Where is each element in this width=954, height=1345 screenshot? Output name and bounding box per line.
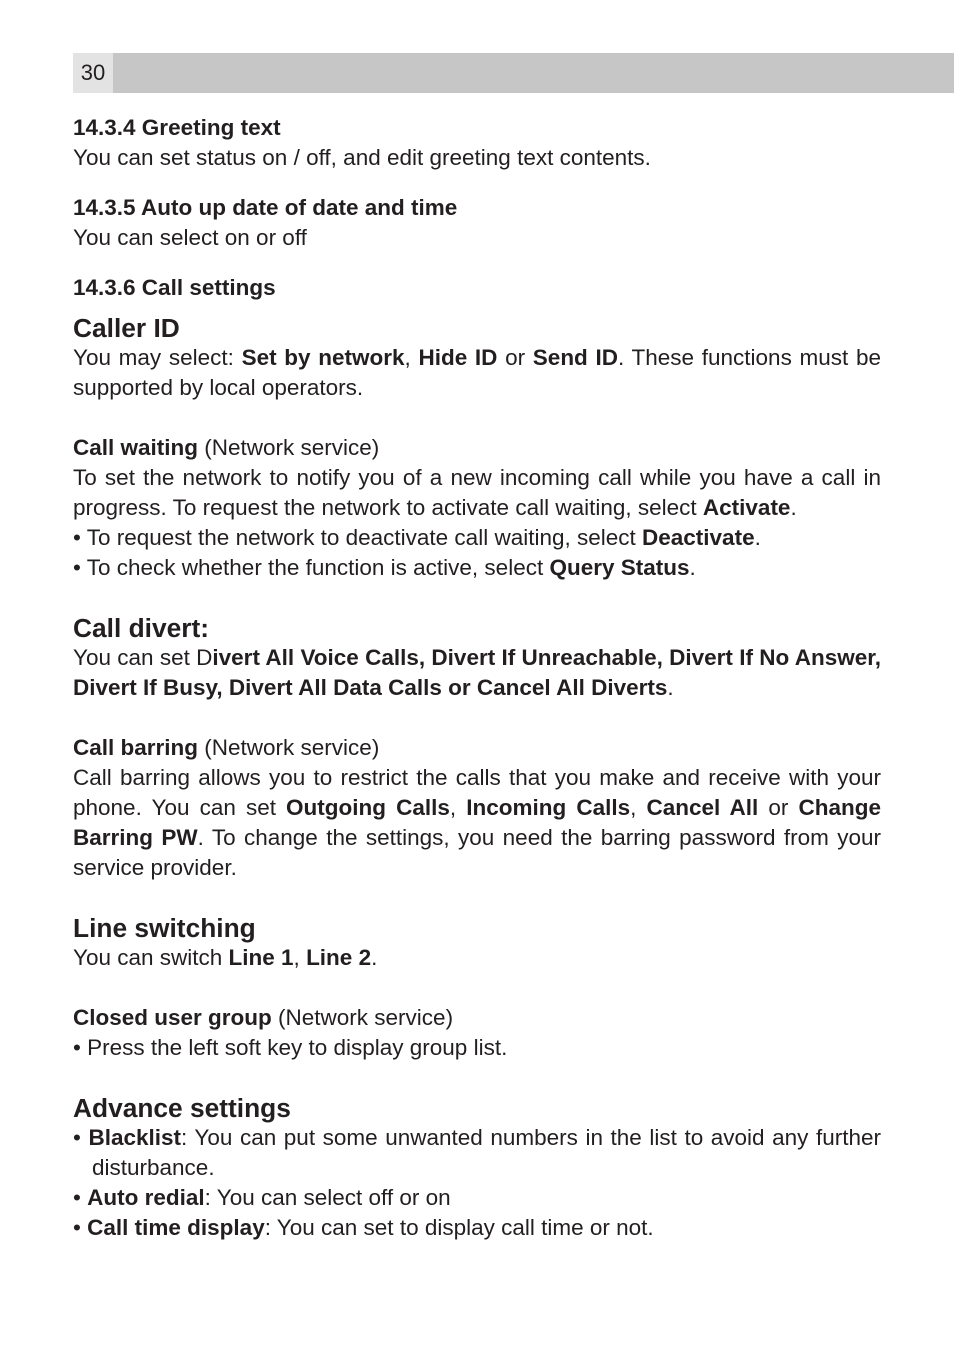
- call-waiting-bullet-query: • To check whether the function is active, select Query Status.: [73, 555, 696, 580]
- call-waiting-body: To set the network to notify you of a new incoming call while you have a call in progress. To request the network to activate call waiting, select Activate.: [73, 465, 881, 520]
- line-switching-title: Line switching: [73, 913, 256, 943]
- call-barring-title: Call barring (Network service): [73, 735, 380, 760]
- caller-id-title: Caller ID: [73, 313, 180, 343]
- greeting-text-body: You can set status on / off, and edit greeting text contents.: [73, 145, 651, 170]
- caller-id-body: You may select: Set by network, Hide ID or Send ID. These functions must be supported by local operators.: [73, 345, 881, 400]
- advance-settings-item-auto-redial: • Auto redial: You can select off or on: [73, 1185, 451, 1210]
- call-divert-title: Call divert:: [73, 613, 209, 643]
- call-waiting-bullet-deactivate: • To request the network to deactivate call waiting, select Deactivate.: [73, 525, 761, 550]
- section-title-call-settings: 14.3.6 Call settings: [73, 275, 276, 300]
- call-barring-body: Call barring allows you to restrict the calls that you make and receive with your phone. You can set Outgoing Calls, Incoming Calls, Cancel All or Change Barring PW. To change the settings, you need the barring password from your service provider.: [73, 765, 881, 880]
- section-title-auto-update: 14.3.5 Auto up date of date and time: [73, 195, 458, 220]
- advance-settings-item-call-time-display: • Call time display: You can set to display call time or not.: [73, 1215, 654, 1240]
- page-number: 30: [73, 53, 113, 93]
- closed-user-group-bullet: • Press the left soft key to display group list.: [73, 1035, 508, 1060]
- advance-settings-item-blacklist: • Blacklist: You can put some unwanted numbers in the list to avoid any further disturbance.: [73, 1125, 881, 1180]
- page-content: [73, 113, 881, 1243]
- page-header-bar: [73, 53, 954, 93]
- call-divert-body: You can set Divert All Voice Calls, Divert If Unreachable, Divert If No Answer, Divert If Busy, Divert All Data Calls or Cancel All Diverts.: [73, 645, 881, 700]
- auto-update-body: You can select on or off: [73, 225, 307, 250]
- call-waiting-title: Call waiting (Network service): [73, 435, 380, 460]
- section-title-greeting-text: 14.3.4 Greeting text: [73, 115, 281, 140]
- line-switching-body: You can switch Line 1, Line 2.: [73, 945, 378, 970]
- closed-user-group-title: Closed user group (Network service): [73, 1005, 454, 1030]
- advance-settings-title: Advance settings: [73, 1093, 291, 1123]
